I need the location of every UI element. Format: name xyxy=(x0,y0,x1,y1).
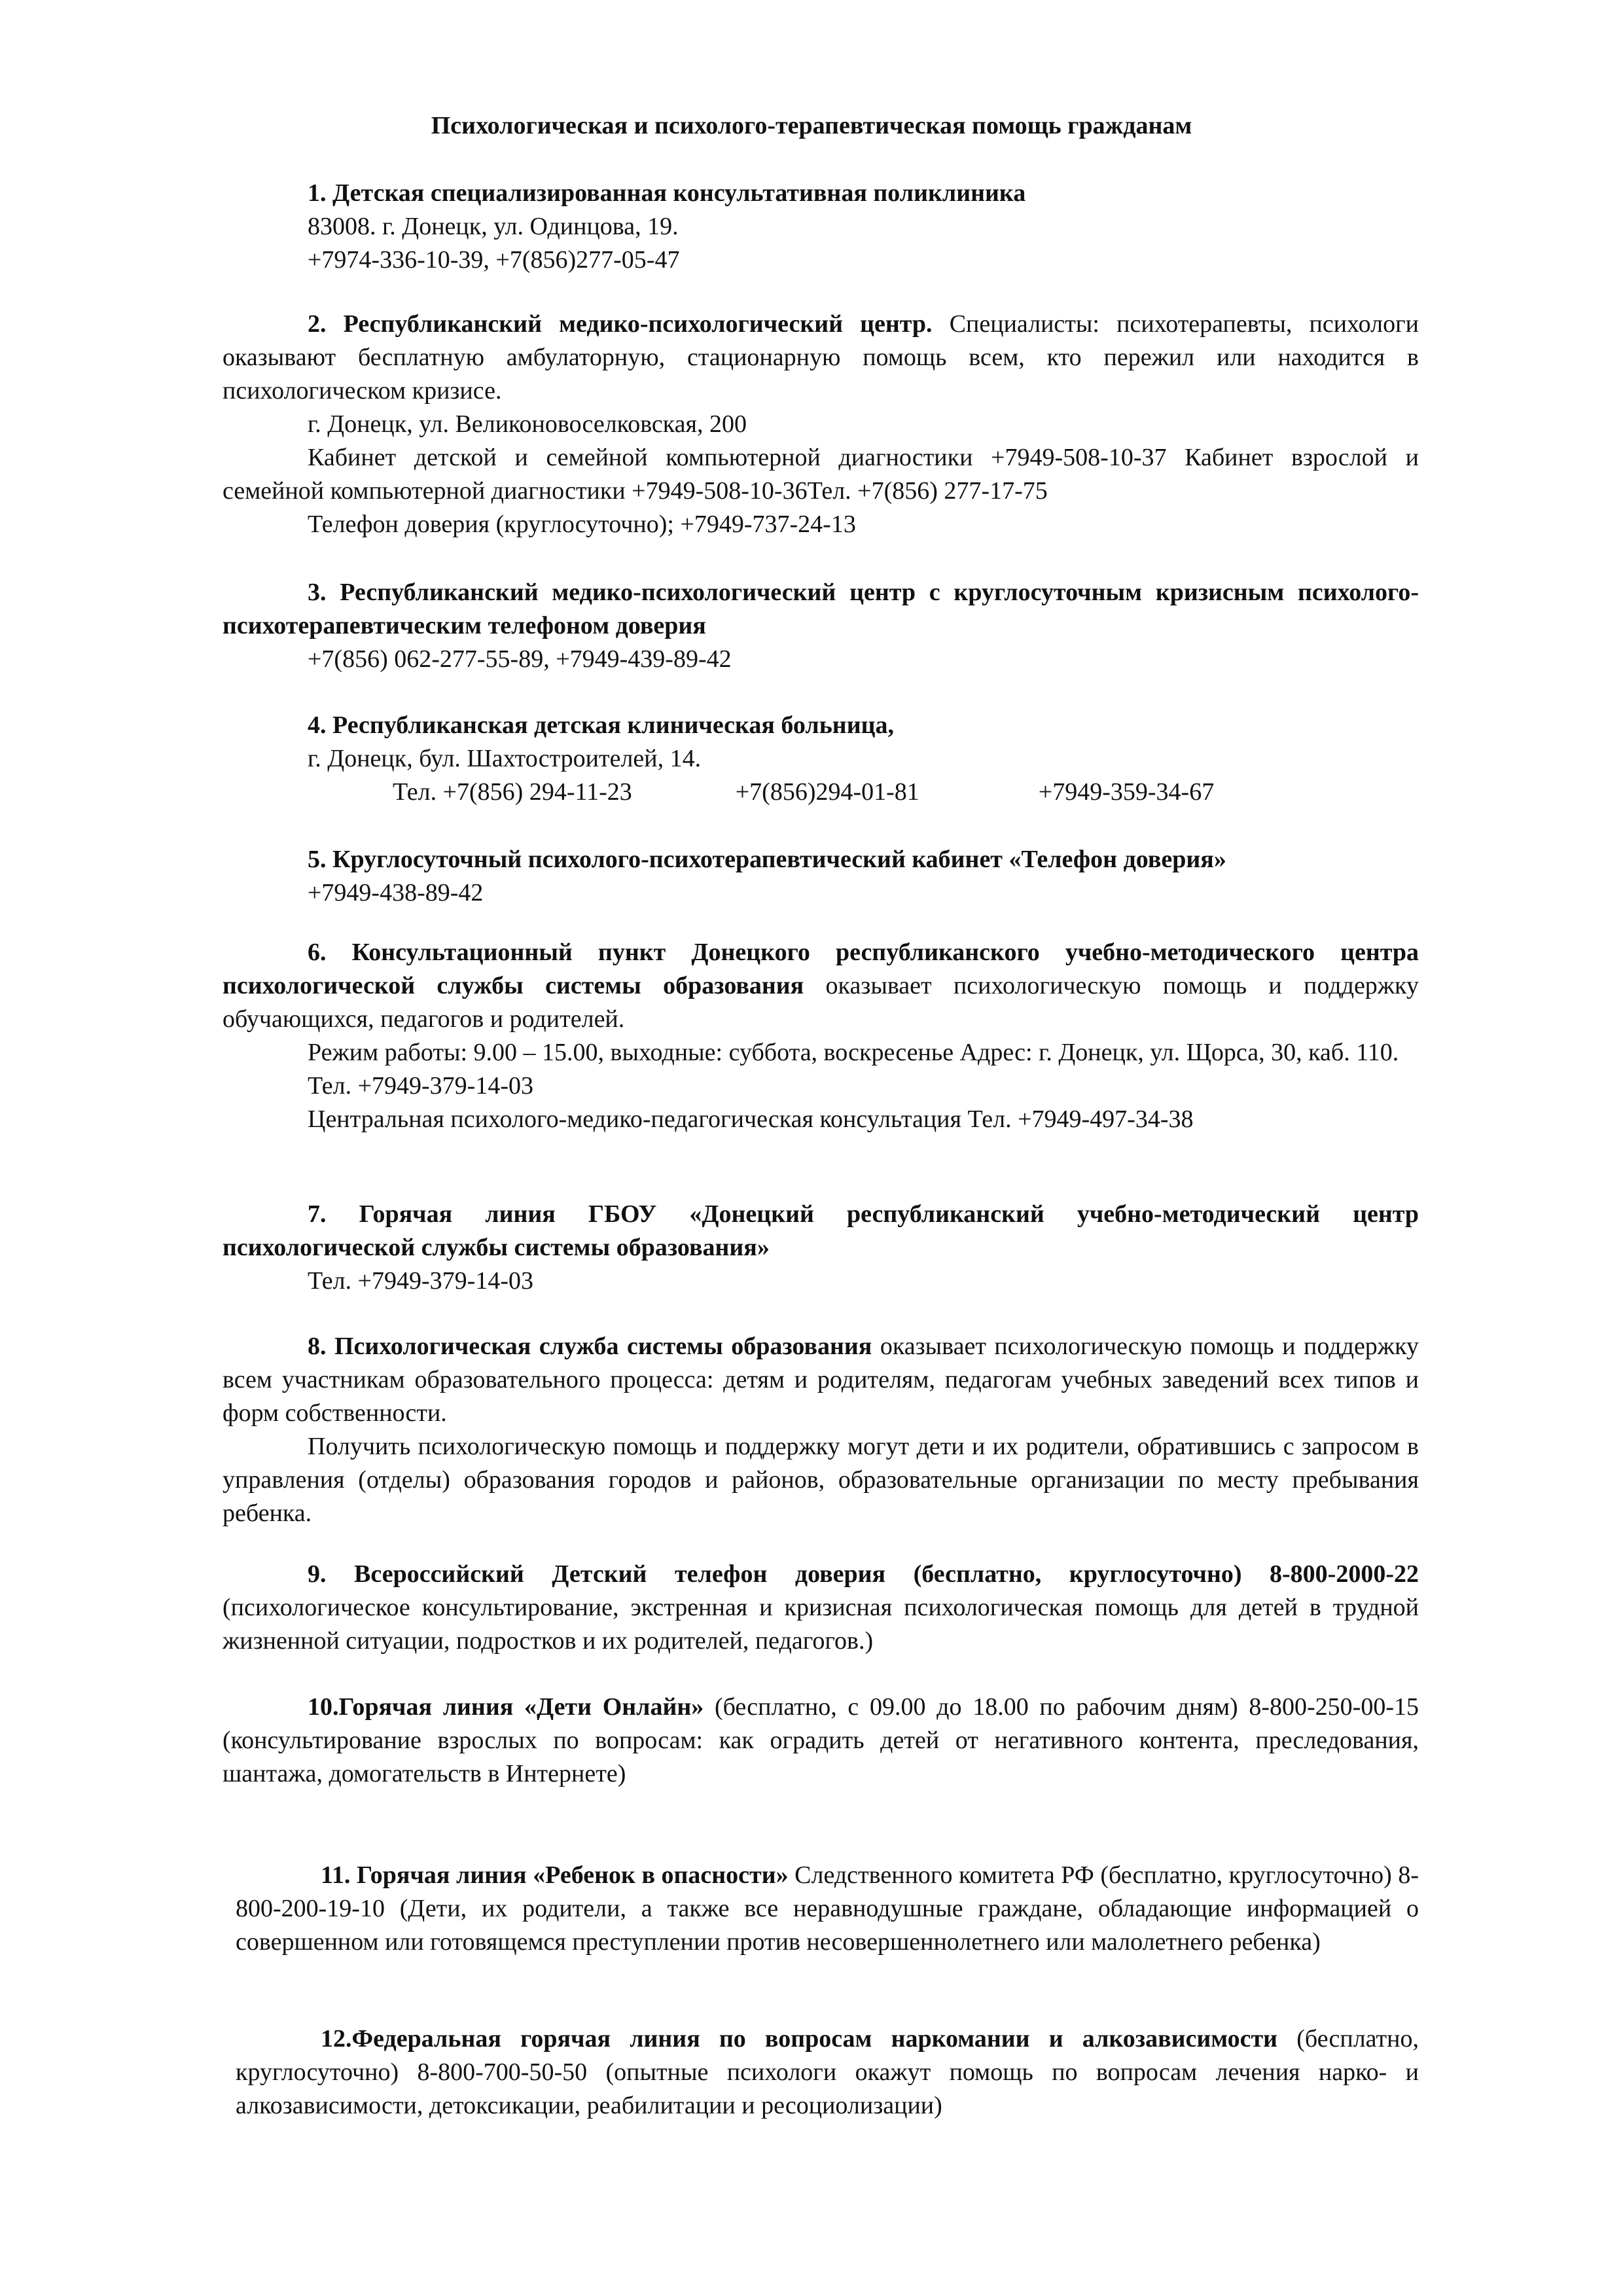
section-11 xyxy=(236,1859,1419,1959)
section-10-paragraph xyxy=(223,1691,1419,1791)
section-6-text: оказывает психологическую помощь и поддержку обучающихся, педагогов и родителей. xyxy=(223,972,1419,1033)
section-9 xyxy=(223,1558,1419,1658)
section-11-heading: 11. Горячая линия «Ребенок в опасности» xyxy=(321,1861,789,1889)
section-6-hours: Режим работы: 9.00 – 15.00, выходные: суббота, воскресенье Адрес: г. Донецк, ул. Щорса, 30, каб. 110. xyxy=(308,1039,1399,1066)
section-8-paragraph-2: Получить психологическую помощь и поддержку могут дети и их родители, обратившись с запросом в управления (отделы) образования городов и районов, образовательные организации по месту пребывания ребенка. xyxy=(223,1433,1419,1527)
section-12-text: (бесплатно, круглосуточно) 8-800-700-50-50 (опытные психологи окажут помощь по вопросам лечения нарко- и алкозависимости, детоксикации, реабилитации и ресоциолизации) xyxy=(236,2025,1419,2119)
section-6-central: Центральная психолого-медико-педагогическая консультация Тел. +7949-497-34-38 xyxy=(308,1105,1194,1133)
section-8-text: оказывает психологическую помощь и поддержку всем участникам образовательного процесса: детям и родителям, педагогам учебных заведений всех типов и форм собственности. xyxy=(223,1333,1419,1427)
section-5-heading: 5. Круглосуточный психолого-психотерапевтический кабинет «Телефон доверия» xyxy=(308,846,1226,873)
section-7-heading: 7. Горячая линия ГБОУ «Донецкий республиканский учебно-методический центр психологической службы системы образования» xyxy=(223,1200,1419,1261)
section-4-address: г. Донецк, бул. Шахтостроителей, 14. xyxy=(308,745,702,772)
section-6 xyxy=(223,936,1419,1136)
section-12-paragraph xyxy=(236,2022,1419,2123)
section-7-phone: Тел. +7949-379-14-03 xyxy=(308,1267,533,1295)
section-2-paragraph xyxy=(223,308,1419,408)
section-4-phone-1: Тел. +7(856) 294-11-23 xyxy=(393,778,632,806)
section-9-heading: 9. Всероссийский Детский телефон доверия (бесплатно, круглосуточно) 8-800-2000-22 xyxy=(308,1560,1419,1588)
section-1-address: 83008. г. Донецк, ул. Одинцова, 19. xyxy=(308,213,679,240)
section-6-phone: Тел. +7949-379-14-03 xyxy=(308,1072,533,1100)
section-6-heading: 6. Консультационный пункт Донецкого республиканского учебно-методического центра психологической службы системы образования xyxy=(223,939,1419,999)
section-7 xyxy=(223,1198,1419,1298)
section-5-phone: +7949-438-89-42 xyxy=(308,879,484,906)
section-3-phones: +7(856) 062-277-55-89, +7949-439-89-42 xyxy=(308,645,732,673)
section-12 xyxy=(236,2022,1419,2123)
section-2-heading: 2. Республиканский медико-психологический центр. xyxy=(308,310,933,338)
section-6-paragraph xyxy=(223,936,1419,1036)
section-4-phone-3: +7949-359-34-67 xyxy=(1038,778,1215,806)
section-3-heading: 3. Республиканский медико-психологический центр с круглосуточным кризисным психолого-психотерапевтическим телефоном доверия xyxy=(223,579,1419,639)
section-9-paragraph xyxy=(223,1558,1419,1658)
section-1-phones: +7974-336-10-39, +7(856)277-05-47 xyxy=(308,246,680,274)
section-1 xyxy=(223,177,1419,277)
section-2-address: г. Донецк, ул. Великоновоселковская, 200 xyxy=(308,410,747,438)
section-9-text: (психологическое консультирование, экстренная и кризисная психологическая помощь для детей в трудной жизненной ситуации, подростков и их родителей, педагогов.) xyxy=(223,1594,1419,1655)
section-2 xyxy=(223,308,1419,541)
section-1-heading: 1. Детская специализированная консультативная поликлиника xyxy=(308,179,1026,207)
section-4-heading: 4. Республиканская детская клиническая больница, xyxy=(308,711,894,739)
document-title: Психологическая и психолого-терапевтическая помощь гражданам xyxy=(431,112,1192,139)
section-5 xyxy=(223,843,1419,910)
section-10-text: (бесплатно, с 09.00 до 18.00 по рабочим дням) 8-800-250-00-15 (консультирование взрослых по вопросам: как оградить детей от негативного контента, преследования, шантажа, домогательств в Интернете) xyxy=(223,1693,1419,1787)
section-10-heading: 10.Горячая линия «Дети Онлайн» xyxy=(308,1693,704,1721)
section-2-trust-phone: Телефон доверия (круглосуточно); +7949-737-24-13 xyxy=(308,511,856,538)
section-4 xyxy=(223,709,1419,809)
section-10 xyxy=(223,1691,1419,1791)
section-3 xyxy=(223,576,1419,676)
section-11-paragraph xyxy=(236,1859,1419,1959)
section-8 xyxy=(223,1330,1419,1530)
section-12-heading: 12.Федеральная горячая линия по вопросам наркомании и алкозависимости xyxy=(321,2025,1278,2053)
section-8-heading: 8. Психологическая служба системы образования xyxy=(308,1333,872,1360)
section-11-text: Следственного комитета РФ (бесплатно, круглосуточно) 8-800-200-19-10 (Дети, их родители, а также все неравнодушные граждане, обладающие информацией о совершенном или готовящемся преступлении против несовершеннолетнего или малолетнего ребенка) xyxy=(236,1861,1419,1956)
section-4-phone-2: +7(856)294-01-81 xyxy=(735,778,919,806)
section-8-paragraph xyxy=(223,1330,1419,1430)
section-4-phones xyxy=(223,776,1419,809)
section-2-cabinets: Кабинет детской и семейной компьютерной диагностики +7949-508-10-37 Кабинет взрослой и семейной компьютерной диагностики +7949-508-10-36Тел. +7(856) 277-17-75 xyxy=(223,444,1419,505)
section-2-text: Специалисты: психотерапевты, психологи оказывают бесплатную амбулаторную, стационарную помощь всем, кто пережил или находится в психологическом кризисе. xyxy=(223,310,1419,404)
